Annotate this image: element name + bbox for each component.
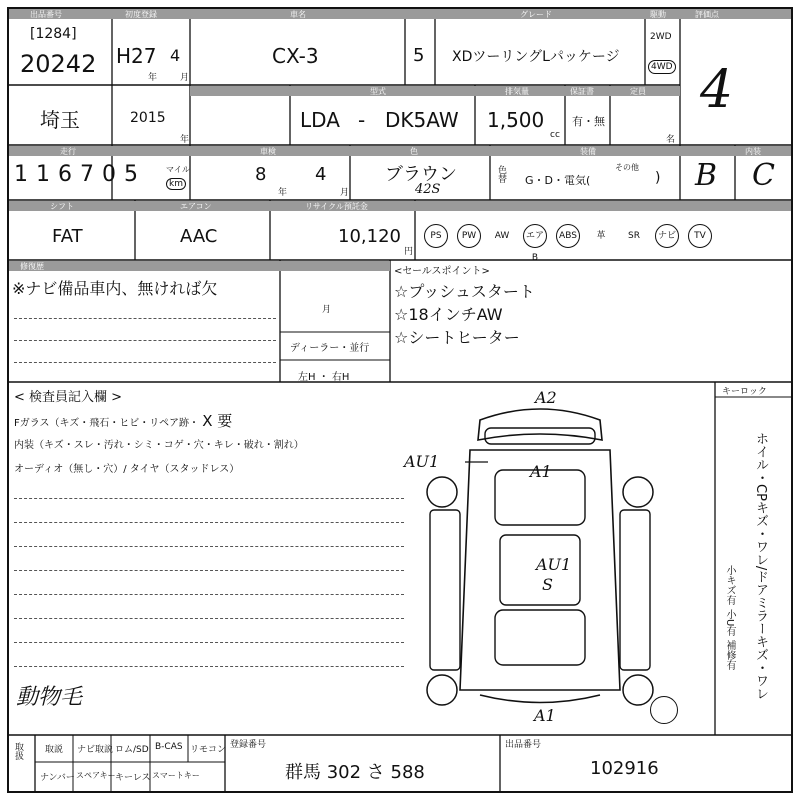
side-small-item: 小U有 xyxy=(724,609,735,637)
inspector-title: < 検査員記入欄 > xyxy=(14,390,123,405)
unit-km: km xyxy=(166,178,186,190)
keylock-label: キーロック xyxy=(722,387,767,397)
bottom-item: スマートキー xyxy=(152,771,200,780)
mileage-digit: 7 xyxy=(80,162,94,187)
label-model: 型式 xyxy=(370,87,386,96)
prefecture: 埼玉 xyxy=(40,108,80,132)
recycle-yen: 円 xyxy=(404,247,414,257)
side-text: ホイル・CPキズ・ワレ/ドアミラーキズ・ワレ xyxy=(753,432,768,701)
notes-month-label: 月 xyxy=(322,305,332,315)
model-prefix: LDA xyxy=(300,108,340,132)
label-warranty: 保証書 xyxy=(570,87,594,96)
round-marker xyxy=(650,696,678,724)
insp-year: 8 xyxy=(255,164,267,185)
plate-label: 登録番号 xyxy=(230,740,267,750)
option-ps: PS xyxy=(424,224,448,248)
note-line xyxy=(14,340,276,341)
label-aircon: エアコン xyxy=(180,202,212,211)
header-bar-notes xyxy=(9,261,390,271)
model-code: DK5AW xyxy=(385,108,459,132)
reg-month: 4 xyxy=(170,46,181,65)
stock-label: 出品番号 xyxy=(505,740,542,750)
handwritten-note: 動物毛 xyxy=(16,685,83,710)
label-shift: シフト xyxy=(50,202,74,211)
glass-line xyxy=(14,410,232,431)
bottom-item: リモコン xyxy=(190,745,227,755)
model-year: 2015 xyxy=(130,110,166,126)
option-list xyxy=(424,224,712,263)
tsuki-label: 月 xyxy=(180,73,190,83)
mileage-digit: 0 xyxy=(102,162,116,187)
bottom-item: キーレス xyxy=(115,773,151,783)
inspector-line xyxy=(14,546,404,547)
label-grade: グレード xyxy=(520,10,552,19)
glass-mark: X 要 xyxy=(202,412,233,430)
history-note: ※ナビ備品車内、無ければ欠 xyxy=(12,279,218,298)
inspector-line xyxy=(14,594,404,595)
grade-name: XDツーリングLパッケージ xyxy=(452,49,620,65)
note-line xyxy=(14,362,276,363)
label-car-name: 車名 xyxy=(290,10,306,19)
plate-number: 群馬 302 さ 588 xyxy=(285,762,425,783)
color-code: 42S xyxy=(415,182,441,197)
option-tv: TV xyxy=(688,224,712,248)
model-dash: - xyxy=(358,108,366,132)
label-year: 初度登録 xyxy=(125,10,157,19)
bottom-item: ナンバー xyxy=(40,773,75,783)
label-equip: 装備 xyxy=(580,147,596,156)
label-color: 色 xyxy=(410,147,418,156)
side-small-item: 補修有 xyxy=(724,640,735,671)
insp-nen: 年 xyxy=(278,188,288,198)
door-count: 5 xyxy=(413,45,425,66)
dealer-label: ディーラー・並行 xyxy=(290,343,370,354)
displacement: 1,500 xyxy=(487,108,545,132)
color-options: G・D・電気( xyxy=(525,174,591,187)
header-bar-row4 xyxy=(9,201,791,211)
unit-mile: マイル xyxy=(166,165,190,174)
label-interior: 内装 xyxy=(745,147,761,156)
capacity-unit: 名 xyxy=(666,135,676,145)
lot-code: [1284] xyxy=(30,26,77,42)
inspector-line xyxy=(14,498,404,499)
inspector-line xyxy=(14,570,404,571)
mileage-digit: 1 xyxy=(36,162,50,187)
inspector-line xyxy=(14,666,404,667)
label-rating: 評価点 xyxy=(695,10,719,19)
lot-number: 20242 xyxy=(20,50,97,78)
option-pw: PW xyxy=(457,224,481,248)
option-sunroof: SR xyxy=(628,231,640,241)
drive-2wd: 2WD xyxy=(650,32,672,42)
audio-line: オーディオ（無し・穴）/ タイヤ（スタッドレス） xyxy=(14,464,240,475)
color-word: 色替 xyxy=(496,165,506,183)
rating-score: 4 xyxy=(700,60,734,120)
sales-point-item: ☆18インチAW xyxy=(394,305,503,324)
era-year: H27 xyxy=(116,44,157,68)
side-small-item: 小キズ有 xyxy=(724,565,735,605)
aircon-type: AAC xyxy=(180,226,218,247)
damage-mark-au1-left: AU1 xyxy=(404,452,440,471)
label-history: 修復歴 xyxy=(20,262,44,271)
bottom-item: ロム/SD xyxy=(115,745,149,755)
damage-mark-a1-roof: A1 xyxy=(530,462,552,481)
recycle-fee: 10,120 xyxy=(338,226,401,247)
damage-mark-a1-rear: A1 xyxy=(534,706,556,725)
label-recycle: リサイクル預託金 xyxy=(305,202,368,211)
glass-text: Fガラス（キズ・飛石・ヒビ・リペア跡・ xyxy=(14,418,200,429)
sales-point-item: ☆シートヒーター xyxy=(394,328,520,347)
drive-4wd: 4WD xyxy=(648,60,676,74)
damage-mark-a2: A2 xyxy=(535,388,557,407)
option-aw: AW xyxy=(494,231,510,241)
damage-mark-s: S xyxy=(542,575,553,594)
label-displacement: 排気量 xyxy=(505,87,529,96)
stock-number: 102916 xyxy=(590,758,659,779)
sales-point-label: <セールスポイント> xyxy=(394,266,490,277)
option-navi: ナビ xyxy=(655,224,679,248)
bottom-docs-label: 取扱 xyxy=(13,742,23,760)
option-leather: 革 xyxy=(596,231,606,241)
bottom-item: B-CAS xyxy=(155,742,183,752)
interior-grade: C xyxy=(752,158,775,193)
side-small xyxy=(722,565,736,670)
label-lot: 出品番号 xyxy=(30,10,62,19)
mileage-digit: 6 xyxy=(58,162,72,187)
header-bar-row3 xyxy=(9,146,791,156)
label-inspection: 車検 xyxy=(260,147,276,156)
interior-line: 内装（キズ・スレ・汚れ・シミ・コゲ・穴・キレ・破れ・割れ） xyxy=(14,440,304,451)
label-mileage: 走行 xyxy=(60,147,76,156)
damage-mark-au1-center: AU1 xyxy=(536,555,572,574)
note-line xyxy=(14,318,276,319)
mileage-digit: 1 xyxy=(14,162,28,187)
insp-tsuki: 月 xyxy=(340,188,350,198)
bottom-item: ナビ取説 xyxy=(77,745,114,755)
car-name: CX-3 xyxy=(272,44,319,68)
mileage-digit: 5 xyxy=(124,162,138,187)
label-drive: 駆動 xyxy=(650,10,666,19)
color-other-label: その他 xyxy=(615,163,639,172)
sales-point-item: ☆プッシュスタート xyxy=(394,282,535,301)
shift-type: FAT xyxy=(52,226,83,247)
cc-unit: cc xyxy=(550,130,560,140)
mileage-digits xyxy=(14,162,138,187)
bottom-item: スペアキー xyxy=(76,771,116,780)
label-capacity: 定員 xyxy=(630,87,646,96)
nen-label: 年 xyxy=(148,73,158,83)
inspector-line xyxy=(14,642,404,643)
header-bar-row2 xyxy=(190,86,680,96)
color-close: ) xyxy=(655,170,661,186)
inspector-line xyxy=(14,618,404,619)
color-name: ブラウン xyxy=(385,164,457,185)
sales-points xyxy=(394,280,535,349)
option-airbag: エアB xyxy=(523,224,547,248)
inspector-line xyxy=(14,522,404,523)
insp-month: 4 xyxy=(315,164,327,185)
warranty-value: 有・無 xyxy=(572,115,605,128)
option-abs: ABS xyxy=(556,224,580,248)
exterior-grade: B xyxy=(695,158,718,193)
steering-label: 左H ・ 右H xyxy=(298,372,350,383)
bottom-item: 取説 xyxy=(45,745,64,755)
model-year-nen: 年 xyxy=(180,135,190,145)
